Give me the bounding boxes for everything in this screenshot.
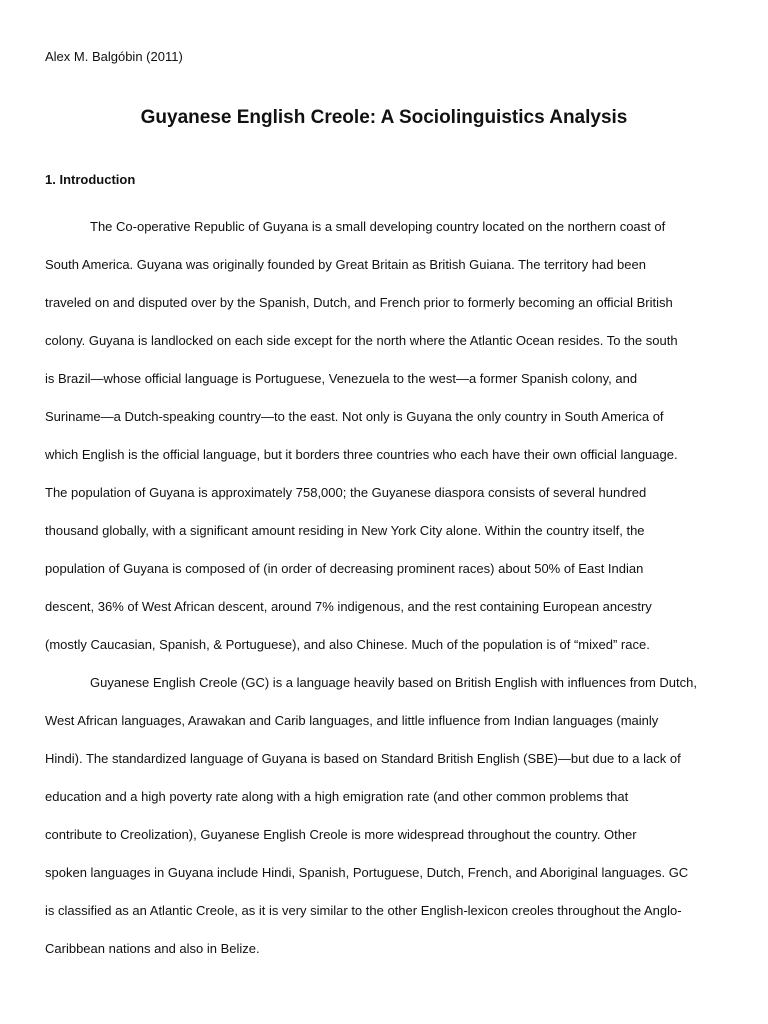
text-line: population of Guyana is composed of (in order of decreasing prominent races) about 50% of East Indian — [45, 561, 644, 576]
text-line: West African languages, Arawakan and Carib languages, and little influence from Indian languages (mainly — [45, 713, 659, 728]
text-line: Guyanese English Creole (GC) is a language heavily based on British English with influences from Dutch, — [90, 675, 697, 690]
paragraph-1 — [45, 208, 735, 664]
document-title: Guyanese English Creole: A Sociolinguistics Analysis — [140, 107, 628, 128]
text-line: thousand globally, with a significant amount residing in New York City alone. Within the country itself, the — [45, 523, 645, 538]
paragraph-2 — [45, 664, 735, 968]
text-line: South America. Guyana was originally founded by Great Britain as British Guiana. The territory had been — [45, 257, 646, 272]
text-line: colony. Guyana is landlocked on each side except for the north where the Atlantic Ocean resides. To the south — [45, 333, 678, 348]
author-line: Alex M. Balgóbin (2011) — [45, 49, 183, 64]
text-line: Suriname—a Dutch-speaking country—to the east. Not only is Guyana the only country in South America of — [45, 409, 664, 424]
body-text — [45, 208, 735, 968]
text-line: The population of Guyana is approximately 758,000; the Guyanese diaspora consists of several hundred — [45, 485, 647, 500]
text-line: contribute to Creolization), Guyanese English Creole is more widespread throughout the country. Other — [45, 827, 637, 842]
text-line: Hindi). The standardized language of Guyana is based on Standard British English (SBE)—but due to a lack of — [45, 751, 681, 766]
text-line: Caribbean nations and also in Belize. — [45, 941, 260, 956]
text-line: descent, 36% of West African descent, around 7% indigenous, and the rest containing European ancestry — [45, 599, 652, 614]
text-line: spoken languages in Guyana include Hindi, Spanish, Portuguese, Dutch, French, and Aboriginal languages. GC — [45, 865, 689, 880]
text-line: education and a high poverty rate along with a high emigration rate (and other common problems that — [45, 789, 629, 804]
text-line: which English is the official language, but it borders three countries who each have their own official language. — [45, 447, 678, 462]
text-line: is Brazil—whose official language is Portuguese, Venezuela to the west—a former Spanish colony, and — [45, 371, 638, 386]
section-heading: 1. Introduction — [45, 172, 136, 187]
text-line: The Co-operative Republic of Guyana is a small developing country located on the northern coast of — [90, 219, 666, 234]
text-line: traveled on and disputed over by the Spanish, Dutch, and French prior to formerly becoming an official British — [45, 295, 673, 310]
text-line: is classified as an Atlantic Creole, as it is very similar to the other English-lexicon creoles throughout the Anglo- — [45, 903, 682, 918]
text-line: (mostly Caucasian, Spanish, & Portuguese), and also Chinese. Much of the population is of “mixed” race. — [45, 637, 650, 652]
